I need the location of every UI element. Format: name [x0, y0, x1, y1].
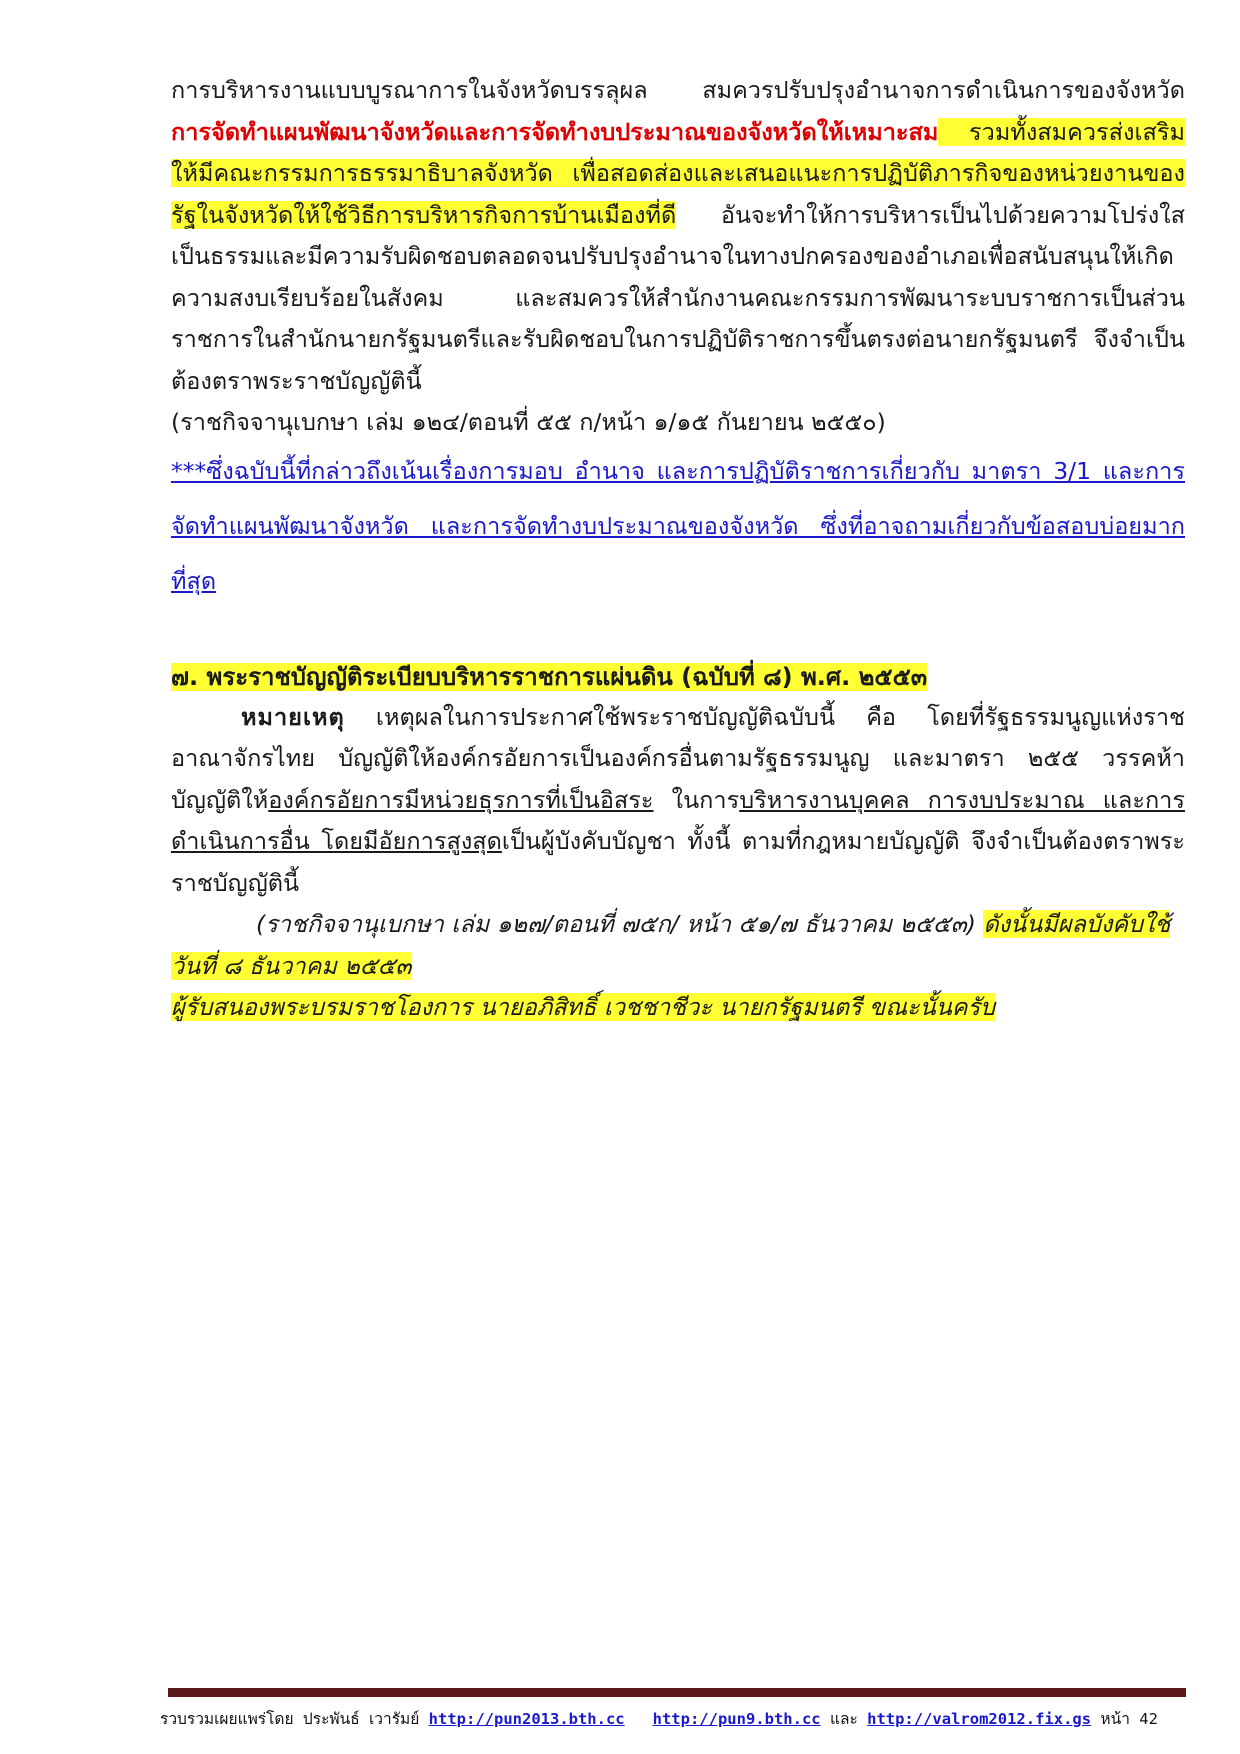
- remark-underline-2: บริหารงานบุคคล การงบประมาณ และการดำเนินการอื่น โดยมีอัยการสูงสุด: [171, 785, 1185, 855]
- section7-gazette-line: [171, 904, 1185, 987]
- footer-link-1[interactable]: http://pun2013.bth.cc: [428, 1710, 625, 1728]
- section6-paragraph: [171, 70, 1185, 402]
- remark-underline-1: องค์กรอัยการมีหน่วยธุรการที่เป็นอิสระ: [268, 785, 654, 814]
- section6-red-text: การจัดทำแผนพัฒนาจังหวัดและการจัดทำงบประมาณของจังหวัดให้เหมาะสม: [171, 117, 939, 146]
- footer-rule: [168, 1688, 1186, 1697]
- footer-page-label: หน้า: [1091, 1710, 1140, 1728]
- remark-label: หมายเหตุ: [241, 702, 345, 731]
- page-footer: [160, 1706, 1190, 1731]
- section6-gazette: (ราชกิจจานุเบกษา เล่ม ๑๒๔/ตอนที่ ๕๕ ก/หน้า ๑/๑๕ กันยายน ๒๕๕๐): [171, 408, 886, 436]
- section7-heading: [171, 657, 1185, 697]
- page-content: [171, 70, 1185, 1029]
- section6-text-1: การบริหารงานแบบบูรณาการในจังหวัดบรรลุผล สมควรปรับปรุงอำนาจการดำเนินการของจังหวัด: [171, 76, 1185, 104]
- section6-note[interactable]: [171, 444, 1185, 609]
- section6-highlight-text: รวมทั้งสมควรส่งเสริมให้มีคณะกรรมการธรรมาธิบาลจังหวัด เพื่อสอดส่องและเสนอแนะการปฏิบัติภารกิจของหน่วยงานของรัฐในจังหวัดให้ใช้วิธีการบริหารกิจการบ้านเมืองที่ดี: [171, 117, 1185, 229]
- footer-link-3[interactable]: http://valrom2012.fix.gs: [867, 1710, 1092, 1728]
- section6-text-2: อันจะทำให้การบริหารเป็นไปด้วยความโปร่งใสเป็นธรรมและมีความรับผิดชอบตลอดจนปรับปรุงอำนาจในทางปกครองของอำเภอเพื่อสนับสนุนให้เกิดความสงบเรียบร้อยในสังคม และสมควรให้สำนักงานคณะกรรมการพัฒนาระบบราชการเป็นส่วนราชการในสำนักนายกรัฐมนตรีและรับผิดชอบในการปฏิบัติราชการขึ้นตรงต่อนายกรัฐมนตรี จึงจำเป็นต้องตราพระราชบัญญัตินี้: [171, 200, 1185, 395]
- footer-link-2[interactable]: http://pun9.bth.cc: [652, 1710, 821, 1728]
- section7-heading-text: ๗. พระราชบัญญัติระเบียบบริหารราชการแผ่นดิน (ฉบับที่ ๘) พ.ศ. ๒๕๕๓: [171, 662, 928, 691]
- section7-remark: [171, 697, 1185, 905]
- remark-text-3: เป็นผู้บังคับบัญชา ทั้งนี้ ตามที่กฎหมายบัญญัติ จึงจำเป็นต้องตราพระราชบัญญัตินี้: [171, 827, 1186, 897]
- remark-text-1: เหตุผลในการประกาศใช้พระราชบัญญัติฉบับนี้ คือ โดยที่รัฐธรรมนูญแห่งราชอาณาจักรไทย บัญญัติให้องค์กรอัยการเป็นองค์กรอื่นตามรัฐธรรมนูญ และมาตรา ๒๕๕ วรรคห้า บัญญัติให้: [171, 702, 1185, 814]
- section7-gazette: (ราชกิจจานุเบกษา เล่ม ๑๒๗/ตอนที่ ๗๕ก/ หน้า ๕๑/๗ ธันวาคม ๒๕๕๓): [256, 910, 984, 938]
- spacer: [171, 609, 1185, 657]
- footer-page-number: 42: [1139, 1710, 1158, 1728]
- section7-signer-line: [171, 987, 1185, 1029]
- section7-signer: ผู้รับสนองพระบรมราชโองการ นายอภิสิทธิ์ เวชชาชีวะ นายกรัฐมนตรี ขณะนั้นครับ: [171, 993, 996, 1021]
- remark-text-2: ในการ: [653, 785, 740, 814]
- footer-prefix: รวบรวมเผยแพร่โดย ประพันธ์ เวารัมย์: [160, 1710, 429, 1728]
- section7-effective: ดังนั้นมีผลบังคับใช้วันที่ ๘ ธันวาคม ๒๕๕๓: [171, 910, 1171, 980]
- section6-note-link[interactable]: ***ซึ่งฉบับนี้ที่กล่าวถึงเน้นเรื่องการมอบ อำนาจ และการปฏิบัติราชการเกี่ยวกับ มาตรา 3/1 และการจัดทำแผนพัฒนาจังหวัด และการจัดทำงบประมาณของจังหวัด ซึ่งที่อาจถามเกี่ยวกับข้อสอบบ่อยมากที่สุด: [171, 456, 1185, 595]
- footer-and: และ: [820, 1710, 868, 1728]
